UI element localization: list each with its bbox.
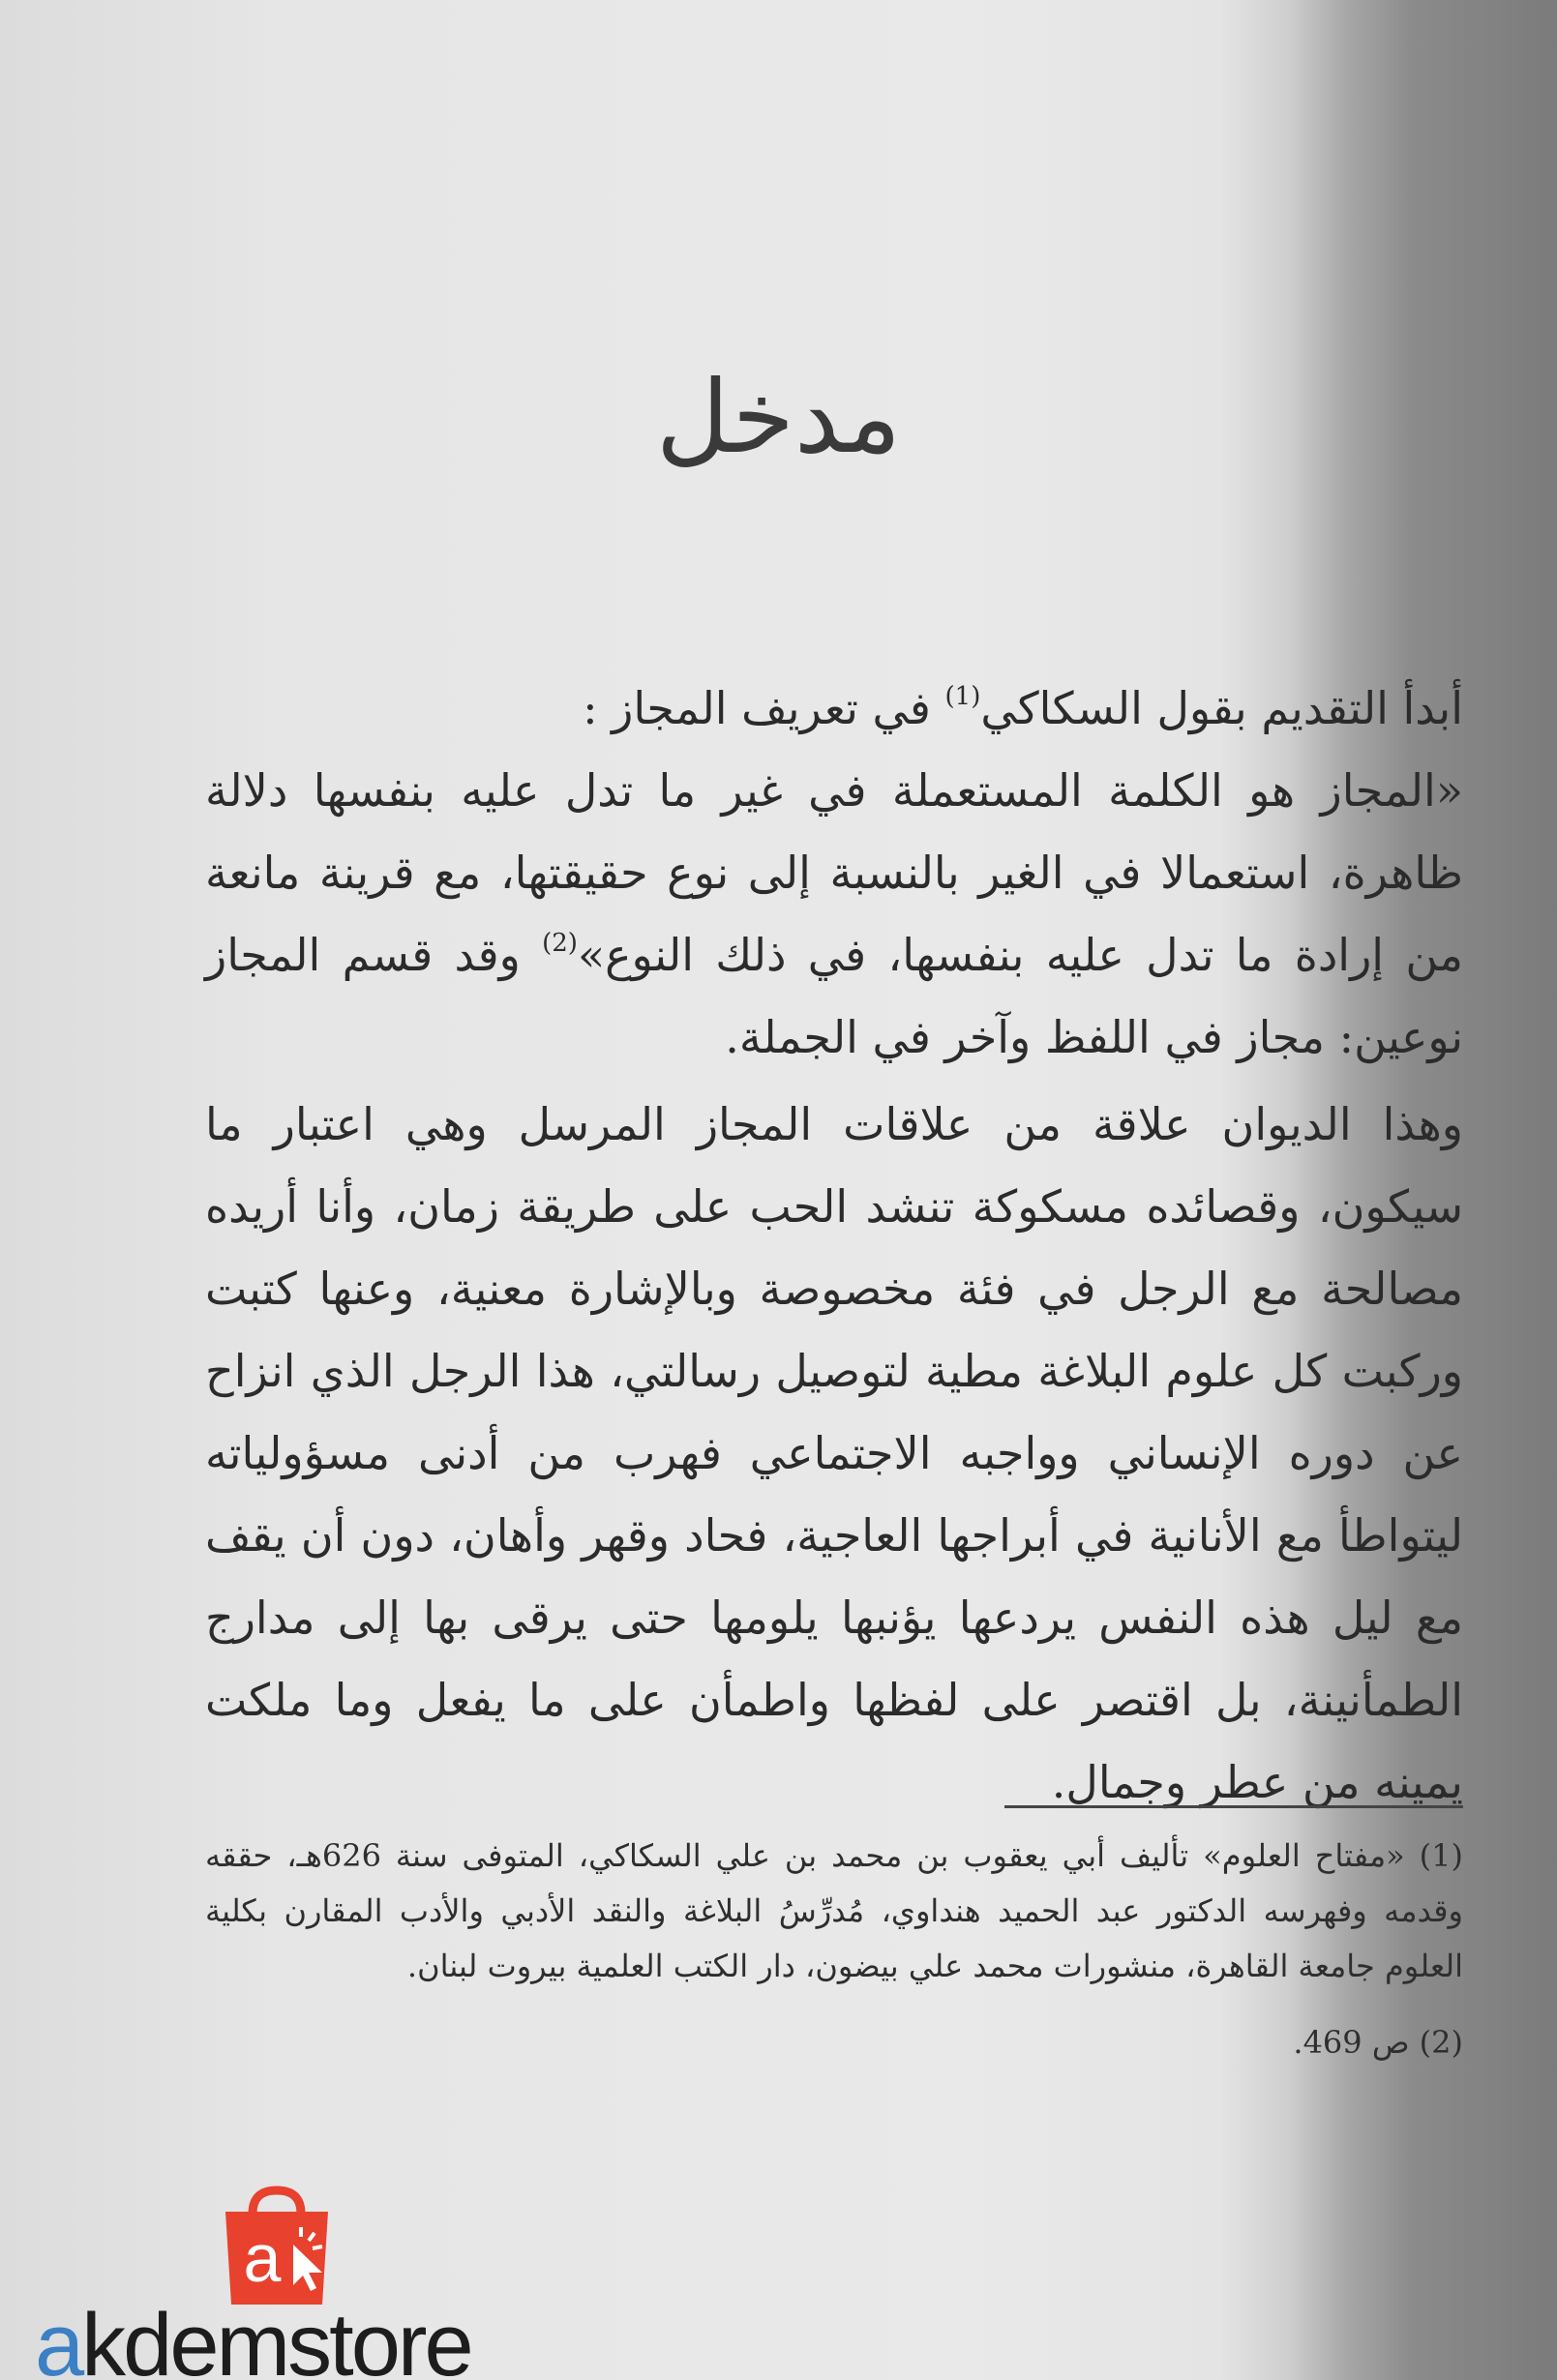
footnote-ref-1[interactable]: (1)	[944, 682, 981, 711]
definition-tail: وقد قسم المجاز نوعين: مجاز في اللفظ وآخر في الجملة.	[205, 929, 1463, 1063]
footnote-2: (2) ص 469.	[1293, 2024, 1463, 2061]
bag-letter: a	[243, 2220, 282, 2296]
brand-name: kdemstore	[81, 2296, 471, 2380]
intro-text: أبدأ التقديم بقول السكاكي	[980, 682, 1463, 734]
brand-first-letter: a	[35, 2296, 82, 2380]
diwan-paragraph	[205, 1084, 1463, 1824]
footnote-separator	[1004, 1805, 1463, 1808]
footnote-1: (1) «مفتاح العلوم» تأليف أبي يعقوب بن محمد بن علي السكاكي، المتوفى سنة 626هـ، حققه وقدمه وفهرسه الدكتور عبد الحميد هنداوي، مُدرِّسُ البلاغة والنقد الأدبي والأدب المقارن بكلية العلوم جامعة القاهرة، منشورات محمد علي بيضون، دار الكتب العلمية بيروت لبنان.	[205, 1837, 1464, 1984]
intro-tail-text: في تعريف المجاز :	[583, 682, 945, 734]
definition-paragraph	[205, 750, 1463, 1079]
footnotes	[205, 1829, 1463, 2092]
intro-paragraph	[205, 668, 1463, 750]
chapter-title: مدخل	[655, 358, 902, 476]
brand-wordmark	[35, 2296, 471, 2380]
store-logo	[35, 2177, 538, 2380]
diwan-text: وهذا الديوان علاقة من علاقات المجاز المرسل وهي اعتبار ما سيكون، وقصائده مسكوكة تنشد الحب على طريقة زمان، وأنا أريده مصالحة مع الرجل في فئة مخصوصة وبالإشارة معنية، وعنها كتبت وركبت كل علوم البلاغة مطية لتوصيل رسالتي، هذا الرجل الذي انزاح عن دوره الإنساني وواجبه الاجتماعي فهرب من أدنى مسؤولياته ليتواطأ مع الأنانية في أبراجها العاجية، فحاد وقهر وأهان، دون أن يقف مع ليل هذه النفس يردعها يؤنبها يلومها حتى يرقى بها إلى مدارج الطمأنينة، بل اقتصر على لفظها واطمأن على ما يفعل وما ملكت يمينه من عطر وجمال.	[205, 1098, 1464, 1808]
shopping-bag-icon	[214, 2185, 340, 2310]
footnote-ref-2[interactable]: (2)	[542, 929, 578, 958]
definition-quote: «المجاز هو الكلمة المستعملة في غير ما تدل عليه بنفسها دلالة ظاهرة، استعمالا في الغير بالنسبة إلى نوع حقيقتها، مع قرينة مانعة من إرادة ما تدل عليه بنفسها، في ذلك النوع»	[205, 764, 1463, 981]
